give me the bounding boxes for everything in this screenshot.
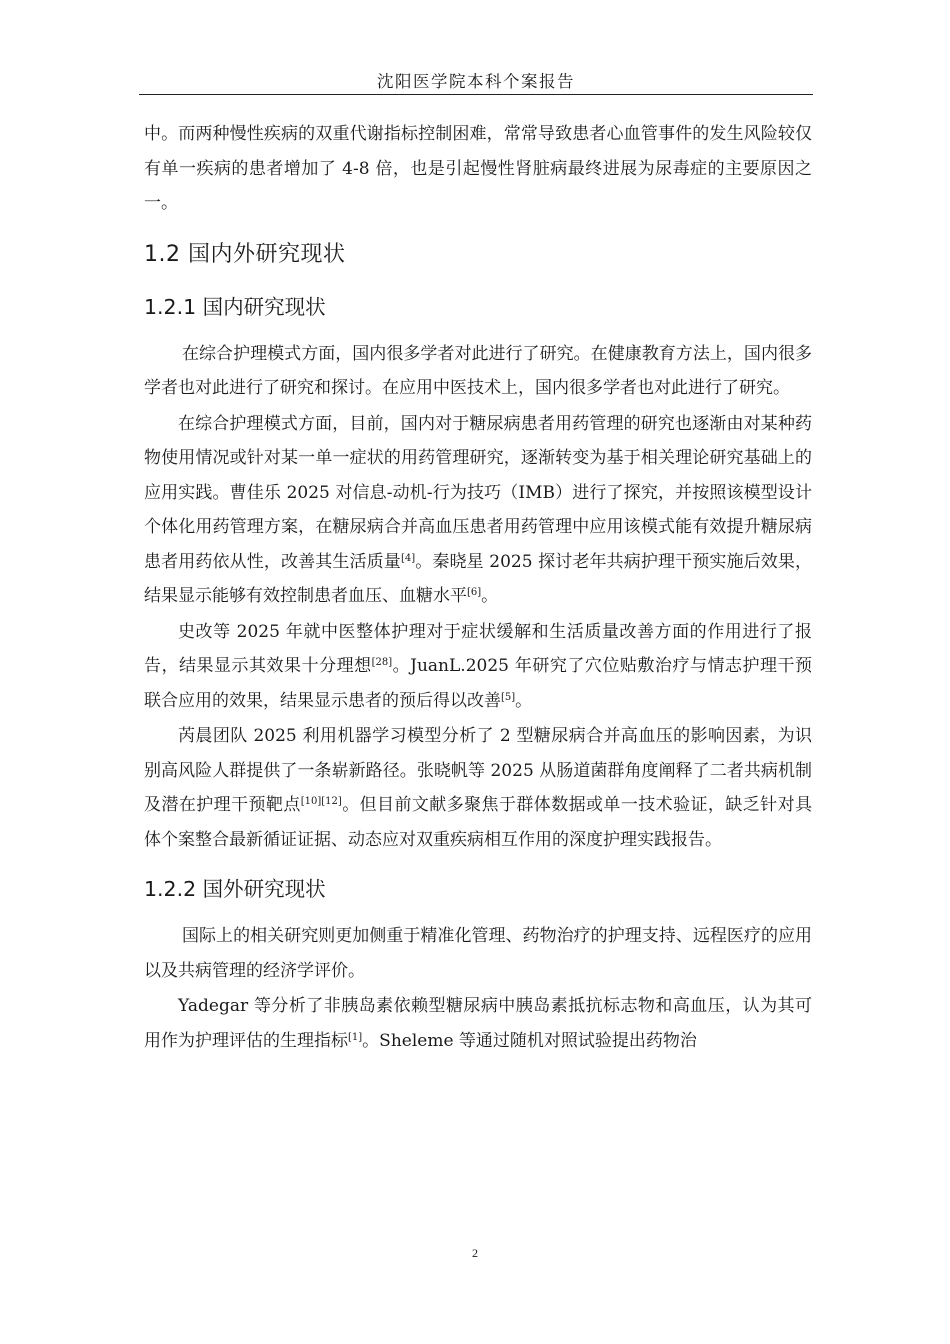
paragraph-foreign-1: 国际上的相关研究则更加侧重于精准化管理、药物治疗的护理支持、远程医疗的应用以及共病管理的经济学评价。 [144, 926, 812, 981]
paragraph-domestic-3 [144, 615, 812, 719]
heading-section-1-2: 1.2 国内外研究现状 [144, 241, 346, 267]
paragraph-text: 。秦晓星 2025 探讨老年共病护理干预实施后效果，结果显示能够有效控制患者血压、血糖水平 [144, 551, 813, 606]
paragraph-domestic-1: 在综合护理模式方面，国内很多学者对此进行了研究。在健康教育方法上，国内很多学者也对此进行了研究和探讨。在应用中医技术上，国内很多学者也对此进行了研究。 [144, 343, 812, 398]
citation-ref: [1] [348, 1031, 363, 1043]
paragraph-foreign-2 [144, 989, 812, 1058]
heading-section-1-2-1: 1.2.1 国内研究现状 [144, 294, 326, 319]
paragraph-text: Yadegar 等分析了非胰岛素依赖型糖尿病中胰岛素抵抗标志物和高血压，认为其可用作为护理评估的生理指标 [144, 996, 812, 1051]
paragraph-domestic-4 [144, 719, 812, 857]
citation-ref: [5] [501, 691, 516, 703]
paragraph-text: 史改等 2025 年就中医整体护理对于症状缓解和生活质量改善方面的作用进行了报告，结果显示其效果十分理想 [144, 621, 812, 676]
paragraph-text: 。Sheleme 等通过随机对照试验提出药物治 [362, 1030, 697, 1051]
paragraph-text: 。但目前文献多聚焦于群体数据或单一技术验证，缺乏针对具体个案整合最新循证证据、动态应对双重疾病相互作用的深度护理实践报告。 [144, 795, 812, 850]
heading-section-1-2-2: 1.2.2 国外研究现状 [144, 877, 326, 901]
paragraph-text: 。 [481, 586, 499, 606]
citation-ref: [4] [400, 552, 416, 564]
header-rule [139, 94, 813, 95]
citation-ref: [6] [467, 587, 482, 598]
page-number: 2 [472, 1246, 478, 1260]
citation-ref: [10][12] [300, 796, 342, 807]
citation-ref: [28] [371, 657, 393, 668]
paragraph-text: 芮晨团队 2025 利用机器学习模型分析了 2 型糖尿病合并高血压的影响因素，为识别高风险人群提供了一条崭新路径。张晓帆等 2025 从肠道菌群角度阐释了二者共病机制及潜在护理干预靶点 [144, 726, 812, 815]
paragraph-domestic-2 [144, 407, 812, 614]
running-header: 沈阳医学院本科个案报告 [377, 72, 575, 91]
document-body [144, 117, 812, 1058]
paragraph-intro: 中。而两种慢性疾病的双重代谢指标控制困难，常常导致患者心血管事件的发生风险较仅有单一疾病的患者增加了 4-8 倍，也是引起慢性肾脏病最终进展为尿毒症的主要原因之一。 [144, 124, 812, 213]
paragraph-text: 。 [515, 690, 533, 711]
paragraph-text: 在综合护理模式方面，目前，国内对于糖尿病患者用药管理的研究也逐渐由对某种药物使用情况或针对某一单一症状的用药管理研究，逐渐转变为基于相关理论研究基础上的应用实践。曹佳乐 2025 对信息-动机-行为技巧（IMB）进行了探究，并按照该模型设计个体化用药管理方案，在糖尿病合并高血压患者用药管理中应用该模式能有效提升糖尿病患者用药依从性，改善其生活质量 [144, 413, 812, 572]
paragraph-text: 。JuanL.2025 年研究了穴位贴敷治疗与情志护理干预联合应用的效果，结果显示患者的预后得以改善 [144, 656, 812, 711]
